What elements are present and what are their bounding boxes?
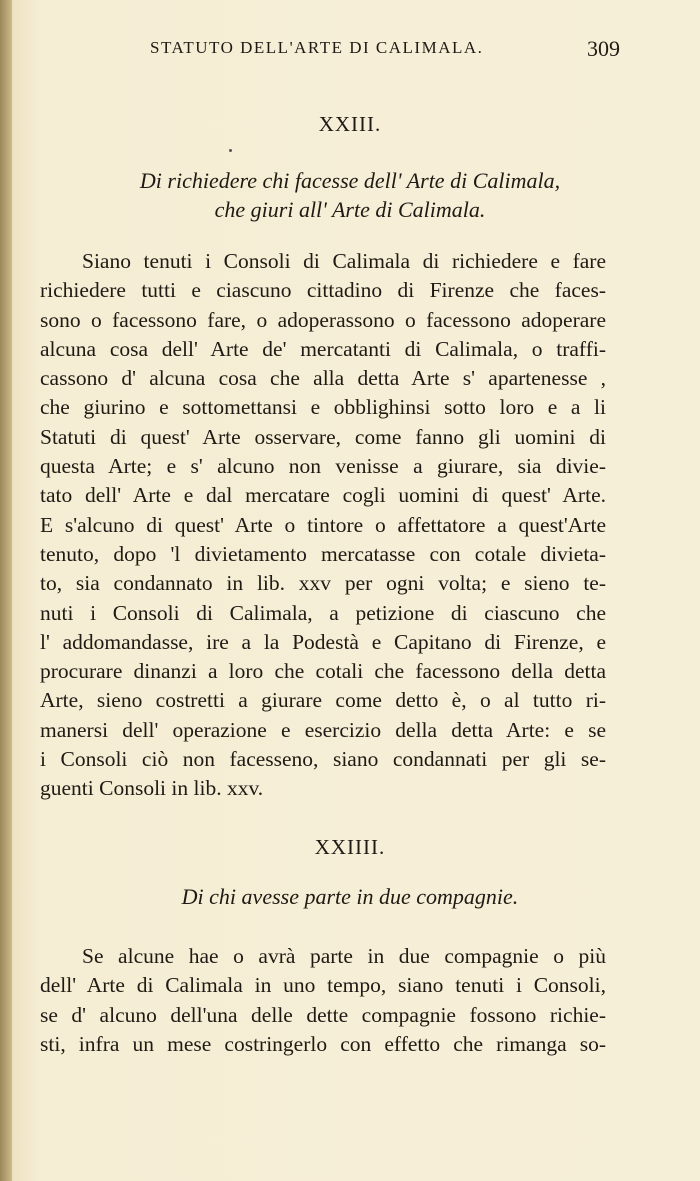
text-line: dell' Arte di Calimala in uno tempo, siano tenuti i Consoli,	[40, 973, 606, 998]
text-line: guenti Consoli in lib. xxv.	[40, 776, 264, 801]
text-line: questa Arte; e s' alcuno non venisse a giurare, sia divie-	[40, 454, 606, 479]
section-number-xxiiii: XXIIII.	[314, 835, 386, 859]
text-line: i Consoli ciò non facesseno, siano condannati per gli se-	[40, 747, 606, 772]
text-line: E s'alcuno di quest' Arte o tintore o affettatore a quest'Arte	[40, 512, 606, 537]
text-line: se d' alcuno dell'una delle dette compagnie fossono richie-	[40, 1002, 606, 1027]
page-number: 309	[587, 36, 620, 61]
section-body-xxiii	[40, 247, 606, 804]
text-line: cassono d' alcuna cosa che alla detta Arte s' apartenesse ,	[40, 366, 606, 391]
section-title-line: Di chi avesse parte in due compagnie.	[181, 884, 519, 909]
section-title-xxiii	[0, 166, 700, 224]
text-line: sono o facessono fare, o adoperassono o facessono adoperare	[40, 307, 606, 332]
running-title: STATUTO DELL'ARTE DI CALIMALA.	[150, 38, 484, 57]
text-line: Arte, sieno costretti a giurare come detto è, o al tutto ri-	[40, 688, 606, 713]
text-line: Se alcune hae o avrà parte in due compagnie o più	[82, 944, 606, 968]
print-speck	[229, 149, 232, 152]
page-header	[40, 36, 620, 66]
text-line: che giurino e sottomettansi e obblighinsi sotto loro e a li	[40, 395, 606, 420]
text-line: Statuti di quest' Arte osservare, come fanno gli uomini di	[40, 424, 606, 449]
section-title-xxiiii	[0, 882, 700, 911]
text-line: l' addomandasse, ire a la Podestà e Capitano di Firenze, e	[40, 629, 606, 654]
text-line: richiedere tutti e ciascuno cittadino di Firenze che faces-	[40, 278, 606, 303]
text-line: tato dell' Arte e dal mercatare cogli uomini di quest' Arte.	[40, 483, 606, 508]
text-line: alcuna cosa dell' Arte de' mercatanti di Calimala, o traffi-	[40, 336, 606, 361]
text-line: sti, infra un mese costringerlo con effetto che rimanga so-	[40, 1031, 606, 1056]
text-line: nuti i Consoli di Calimala, a petizione di ciascuno che	[40, 600, 606, 625]
text-line: Siano tenuti i Consoli di Calimala di richiedere e fare	[82, 249, 606, 273]
text-line: manersi dell' operazione e esercizio della detta Arte: e se	[40, 717, 606, 742]
section-body-xxiiii	[40, 942, 606, 1059]
section-title-line: Di richiedere chi facesse dell' Arte di Calimala,	[139, 168, 561, 193]
text-line: tenuto, dopo 'l divietamento mercatasse con cotale divieta-	[40, 541, 606, 566]
section-number-xxiii: XXIII.	[318, 112, 382, 136]
text-line: to, sia condannato in lib. xxv per ogni volta; e sieno te-	[40, 571, 606, 596]
text-line: procurare dinanzi a loro che cotali che facessono della detta	[40, 659, 606, 684]
section-title-line: che giuri all' Arte di Calimala.	[214, 197, 486, 222]
